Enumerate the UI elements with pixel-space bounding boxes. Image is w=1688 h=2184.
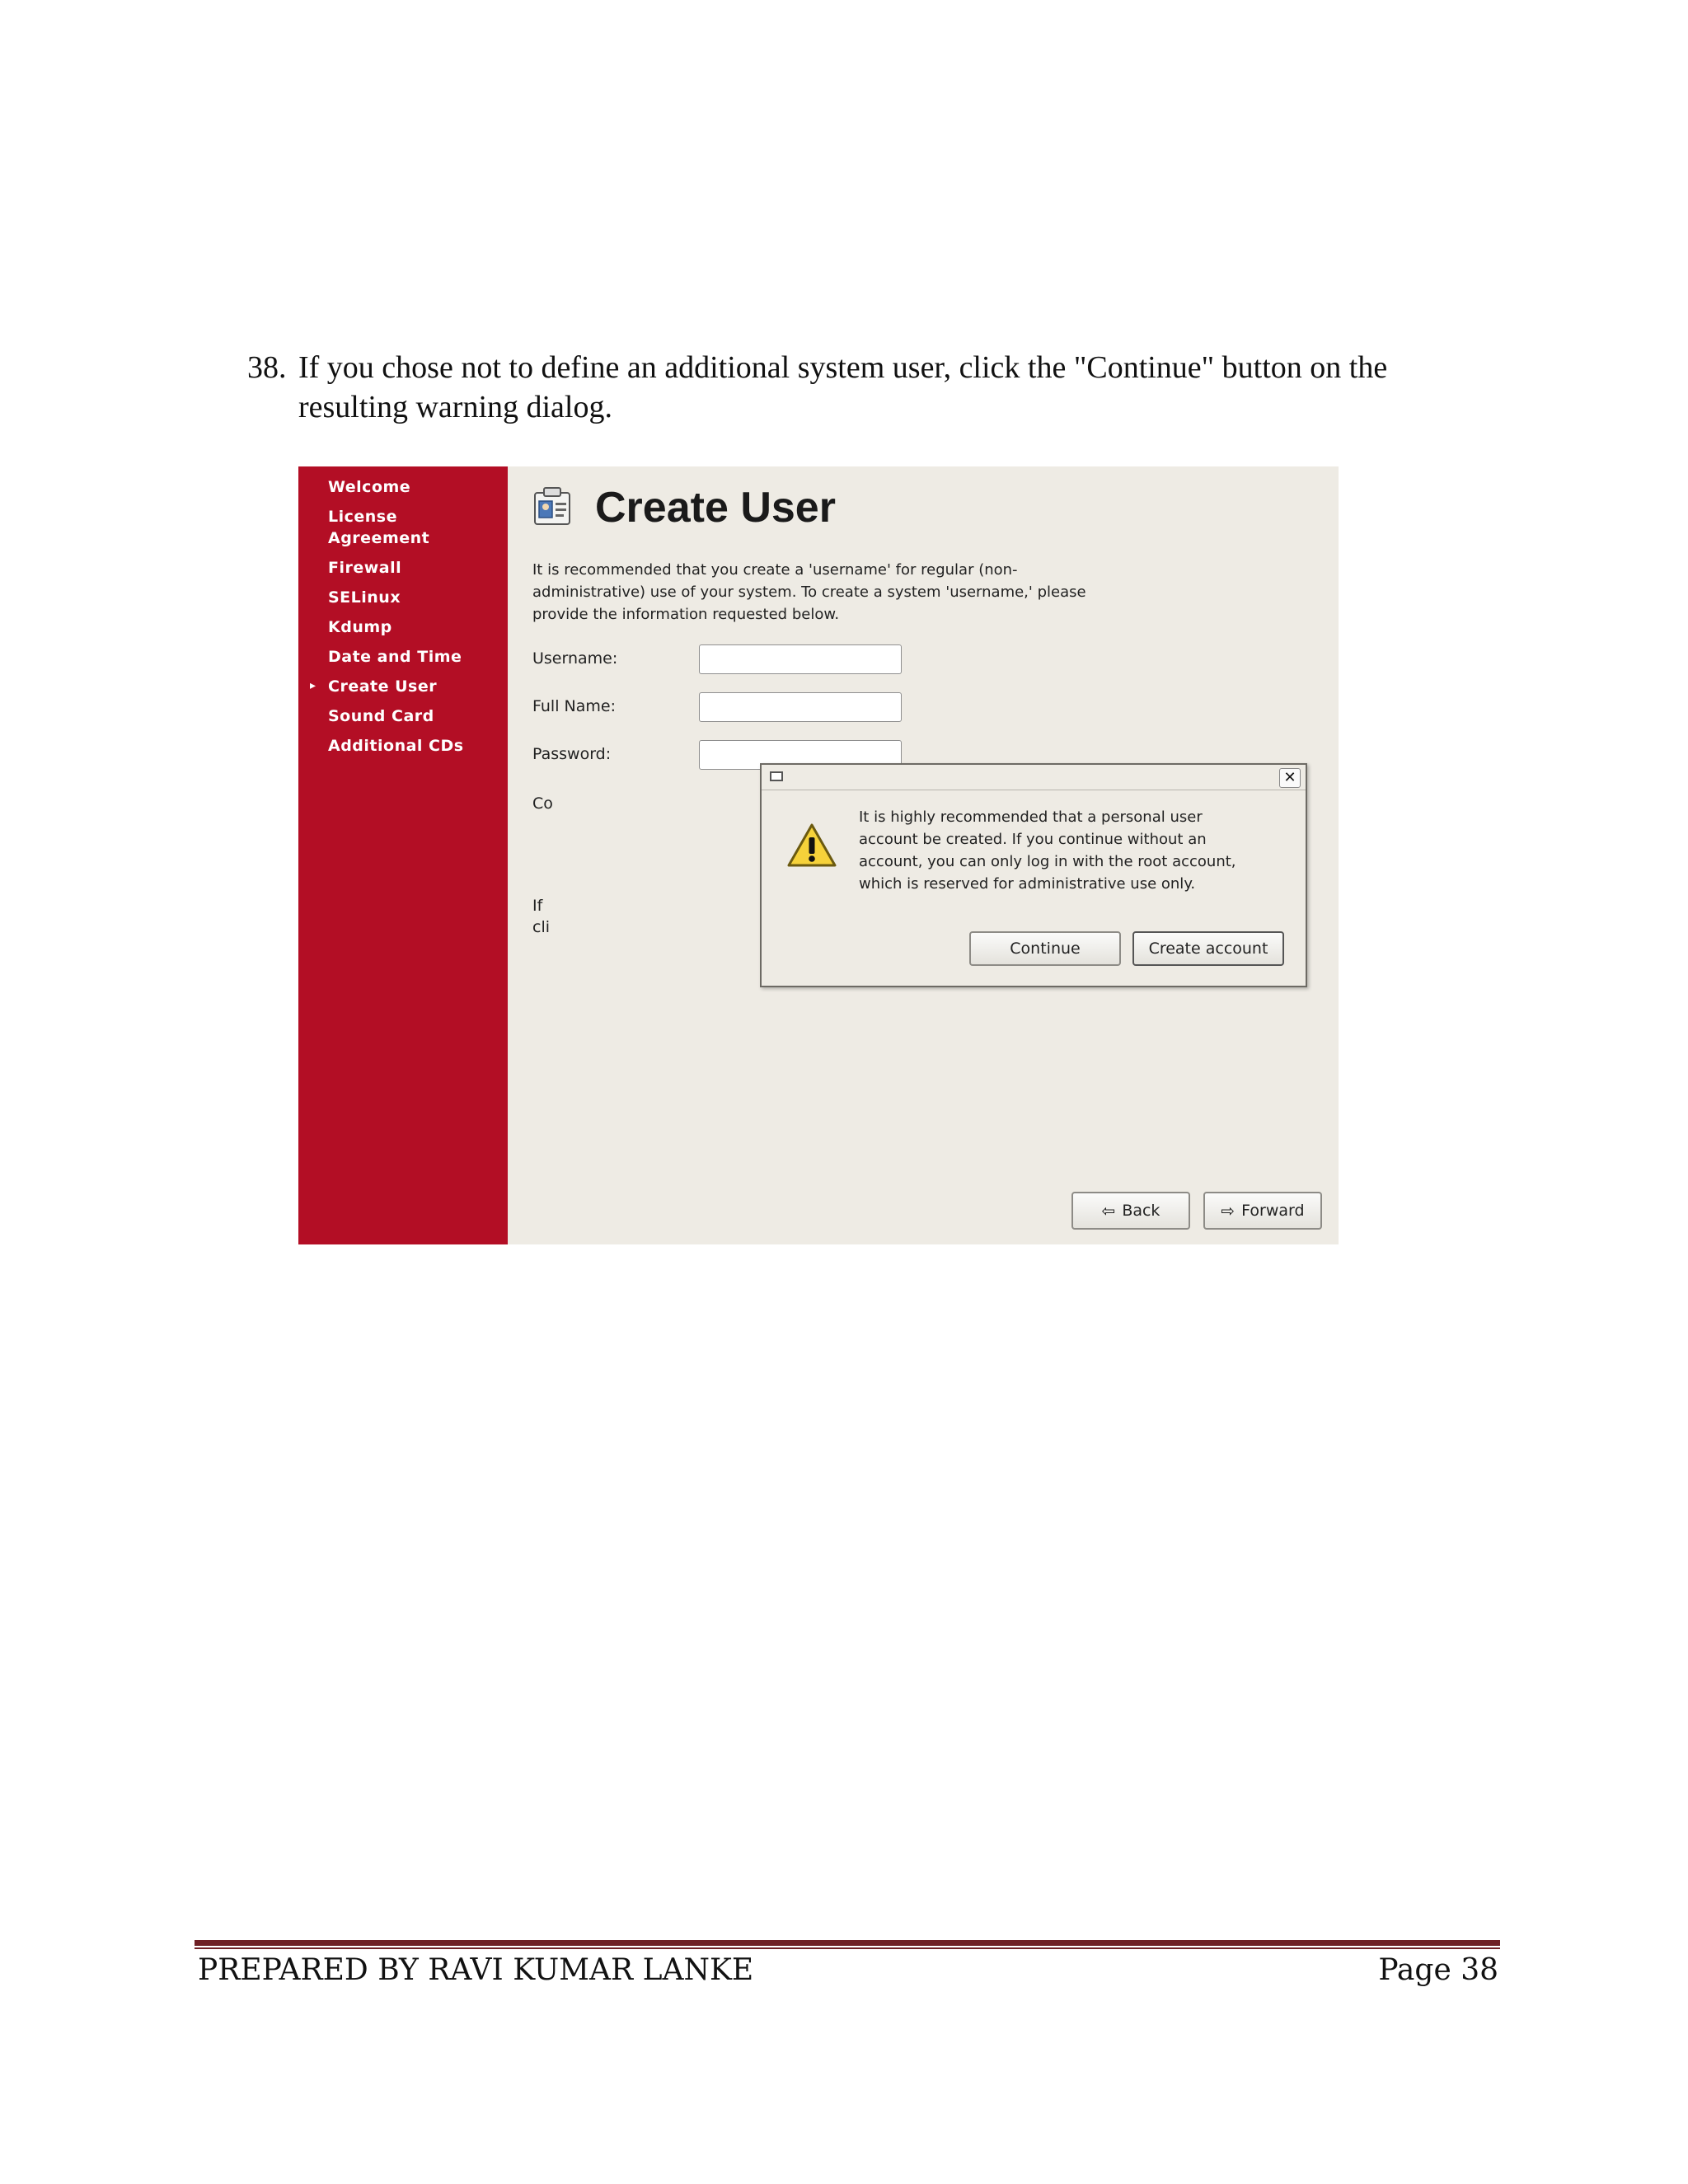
intro-line: administrative) use of your system. To create a system 'username,' please: [532, 583, 1086, 601]
back-button[interactable]: [1071, 1192, 1190, 1230]
sidebar-item-welcome[interactable]: Welcome: [328, 478, 411, 496]
footer-rule: [195, 1940, 1500, 1946]
sidebar-item-kdump[interactable]: Kdump: [328, 618, 392, 636]
sidebar-item-sound-card[interactable]: Sound Card: [328, 707, 434, 725]
warning-dialog: [760, 763, 1307, 987]
dialog-message-line: account be created. If you continue without an: [859, 831, 1207, 848]
sidebar-item-date-time[interactable]: Date and Time: [328, 648, 462, 666]
fullname-input[interactable]: [699, 692, 902, 722]
dialog-message-line: It is highly recommended that a personal user: [859, 808, 1203, 826]
current-step-arrow-icon: ▸: [310, 679, 316, 692]
intro-line: provide the information requested below.: [532, 606, 840, 623]
back-label: Back: [1122, 1202, 1160, 1220]
password-label: Password:: [532, 745, 612, 763]
user-card-icon: [532, 485, 574, 527]
dialog-message-line: which is reserved for administrative use only.: [859, 875, 1196, 893]
step-number: 38.: [247, 350, 287, 385]
sidebar-item-selinux[interactable]: SELinux: [328, 588, 401, 607]
installer-screenshot: [298, 466, 1339, 1244]
create-user-panel: [508, 466, 1339, 1244]
page-number: Page 38: [1378, 1953, 1498, 1987]
continue-button[interactable]: Continue: [969, 931, 1121, 966]
instruction-line-1: If you chose not to define an additional system user, click the "Continue" button on the: [298, 350, 1388, 385]
warning-icon: [786, 823, 837, 869]
close-icon[interactable]: ✕: [1279, 768, 1301, 788]
intro-text: [532, 559, 1192, 626]
sidebar-item-agreement[interactable]: Agreement: [328, 529, 430, 547]
forward-label: Forward: [1241, 1202, 1305, 1220]
arrow-left-icon: ⇦: [1101, 1201, 1116, 1221]
username-input[interactable]: [699, 644, 902, 674]
instruction-line-2: resulting warning dialog.: [298, 390, 612, 424]
installer-sidebar: [298, 466, 508, 1244]
fullname-label: Full Name:: [532, 697, 616, 715]
dialog-message-line: account, you can only log in with the root account,: [859, 853, 1236, 870]
arrow-right-icon: ⇨: [1221, 1201, 1236, 1221]
sidebar-item-create-user[interactable]: Create User: [328, 677, 438, 696]
confirm-label-fragment: Co: [532, 794, 553, 813]
sidebar-item-additional-cds[interactable]: Additional CDs: [328, 737, 464, 755]
dialog-message: [859, 806, 1296, 895]
paragraph-fragment: If: [532, 897, 543, 915]
footer-author: PREPARED BY RAVI KUMAR LANKE: [198, 1953, 754, 1987]
window-icon: [770, 771, 783, 781]
sidebar-item-firewall[interactable]: Firewall: [328, 559, 402, 577]
page-title: Create User: [595, 484, 836, 532]
paragraph-fragment: cli: [532, 918, 551, 936]
dialog-titlebar: [762, 765, 1306, 790]
footer-rule: [195, 1947, 1500, 1949]
username-label: Username:: [532, 649, 618, 668]
forward-button[interactable]: [1203, 1192, 1322, 1230]
sidebar-item-license[interactable]: License: [328, 508, 397, 526]
create-account-button[interactable]: Create account: [1132, 931, 1284, 966]
intro-line: It is recommended that you create a 'username' for regular (non-: [532, 561, 1018, 579]
